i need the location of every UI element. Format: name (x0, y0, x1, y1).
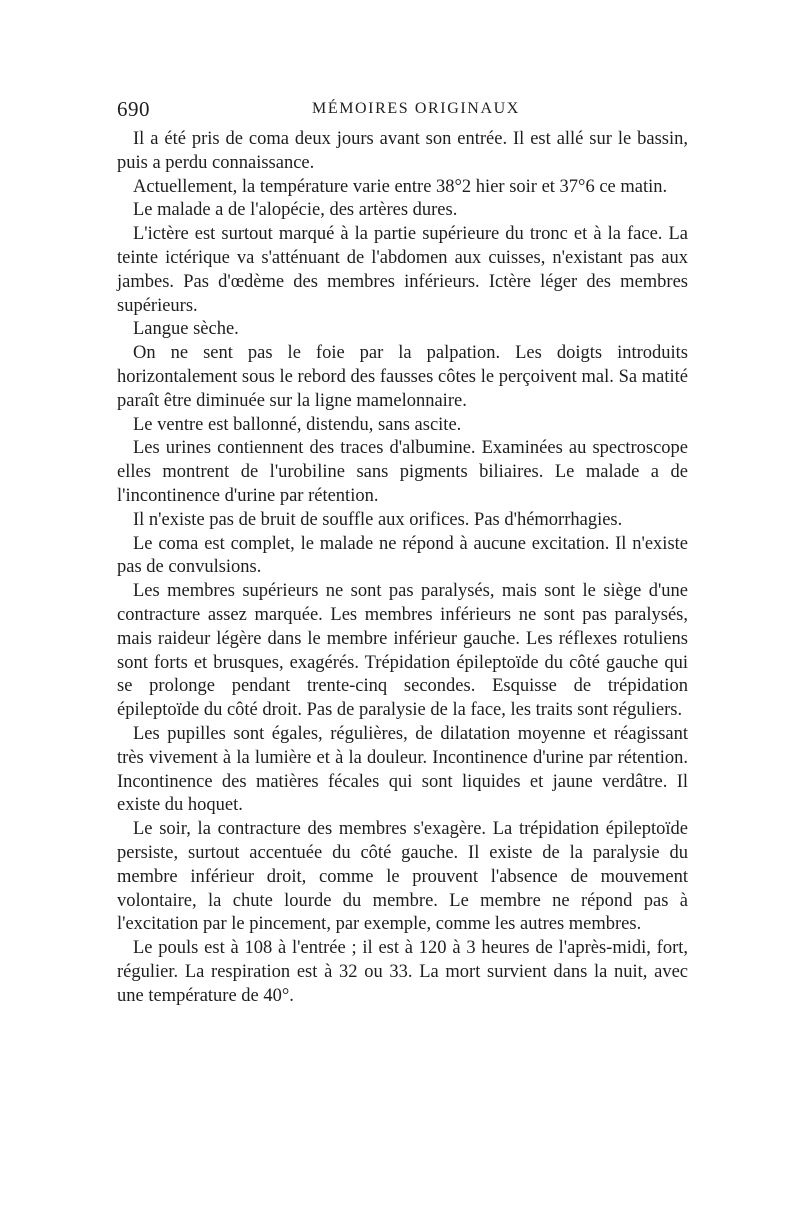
page-number: 690 (117, 97, 150, 121)
paragraph: Le coma est complet, le malade ne répond à aucune excitation. Il n'existe pas de convulsions. (117, 533, 688, 578)
paragraph: Les urines contiennent des traces d'albumine. Examinées au spectroscope elles montrent de l'urobiline sans pigments biliaires. Le malade a de l'incontinence d'urine par rétention. (117, 438, 688, 506)
paragraph: Le malade a de l'alopécie, des artères dures. (133, 200, 458, 221)
paragraph: Il n'existe pas de bruit de souffle aux orifices. Pas d'hémorrhagies. (133, 509, 623, 530)
paragraph: Les membres supérieurs ne sont pas paralysés, mais sont le siège d'une contracture assez marquée. Les membres inférieurs ne sont pas paralysés, mais raideur légère dans le membre inférieur gauche. Les réflexes rotuliens sont forts et brusques, exagérés. Trépidation épileptoïde du côté gauche qui se prolonge pendant trente-cinq secondes. Esquisse de trépidation épileptoïde du côté droit. Pas de paralysie de la face, les traits sont réguliers. (117, 581, 688, 721)
paragraph: Langue sèche. (133, 319, 239, 340)
paragraph: Le pouls est à 108 à l'entrée ; il est à 120 à 3 heures de l'après-midi, fort, régulier. La respiration est à 32 ou 33. La mort survient dans la nuit, avec une température de 40°. (117, 938, 688, 1006)
page-header (117, 96, 688, 122)
paragraph: Le ventre est ballonné, distendu, sans ascite. (133, 414, 462, 435)
paragraph: Actuellement, la température varie entre 38°2 hier soir et 37°6 ce matin. (133, 176, 668, 197)
paragraph: Le soir, la contracture des membres s'exagère. La trépidation épileptoïde persiste, surtout accentuée du côté gauche. Il existe de la paralysie du membre inférieur droit, comme le prouvent l'absence de mouvement volontaire, la chute lourde du membre. Le membre ne répond pas à l'excitation par le pincement, par exemple, comme les autres membres. (117, 819, 688, 935)
running-title: MÉMOIRES ORIGINAUX (312, 100, 520, 117)
paragraph: On ne sent pas le foie par la palpation. Les doigts introduits horizontalement sous le rebord des fausses côtes le perçoivent mal. Sa matité paraît être diminuée sur la ligne mamelonnaire. (117, 343, 688, 411)
paragraph: Il a été pris de coma deux jours avant son entrée. Il est allé sur le bassin, puis a perdu connaissance. (117, 129, 688, 173)
paragraph: Les pupilles sont égales, régulières, de dilatation moyenne et réagissant très vivement à la lumière et à la douleur. Incontinence d'urine par rétention. Incontinence des matières fécales qui sont liquides et jaune verdâtre. Il existe du hoquet. (117, 723, 688, 816)
body-text (117, 128, 688, 1008)
paragraph: L'ictère est surtout marqué à la partie supérieure du tronc et à la face. La teinte ictérique va s'atténuant de l'abdomen aux cuisses, n'existant pas aux jambes. Pas d'œdème des membres inférieurs. Ictère léger des membres supérieurs. (117, 224, 688, 316)
